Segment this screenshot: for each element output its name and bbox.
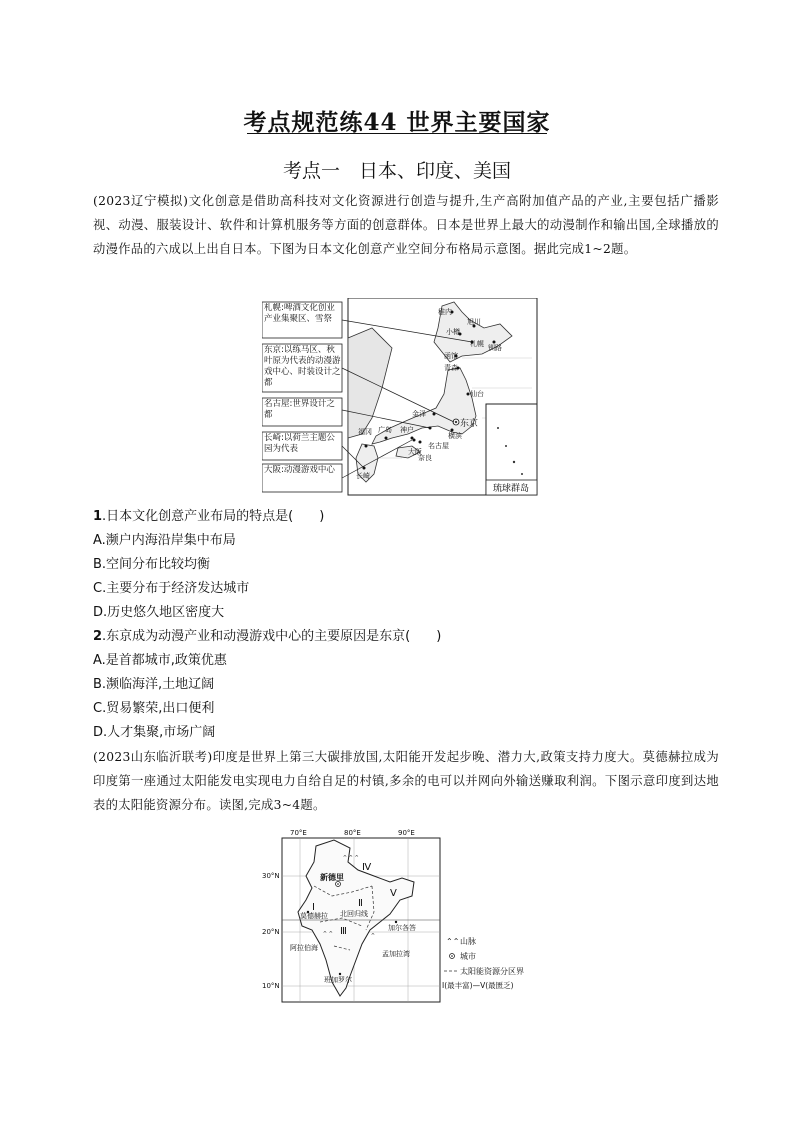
question-1-stem: .日本文化创意产业布局的特点是( ) xyxy=(102,509,325,524)
city-tokyo: 东京 xyxy=(460,419,479,429)
india-solar-resource-map xyxy=(262,826,542,1006)
map-box-sapporo: 札幌:啤酒文化创业产业集聚区、雪祭 xyxy=(264,303,335,324)
city-hakodate: 函馆 xyxy=(444,352,458,360)
place-bangalore: 班加罗尔 xyxy=(324,976,352,984)
place-bay-of-bengal: 孟加拉湾 xyxy=(382,950,410,958)
q1-option-a[interactable]: A.濒户内海沿岸集中布局 xyxy=(93,533,236,548)
lat-label-30: 30°N xyxy=(262,872,280,880)
q1-option-c[interactable]: C.主要分布于经济发达城市 xyxy=(93,581,250,596)
legend-boundary: 太阳能资源分区界 xyxy=(460,967,524,976)
city-nara: 奈良 xyxy=(418,454,432,462)
region-1: Ⅰ xyxy=(312,902,315,913)
page-title: 考点规范练44 世界主要国家 xyxy=(243,109,551,136)
city-asahikawa: 旭川 xyxy=(467,318,481,326)
city-sapporo: 札幌 xyxy=(470,340,484,348)
place-modhera: 莫德赫拉 xyxy=(300,912,328,920)
q2-option-d[interactable]: D.人才集聚,市场广阔 xyxy=(93,725,216,740)
map-box-osaka: 大阪:动漫游戏中心 xyxy=(264,465,335,475)
map-box-nagasaki: 长崎:以荷兰主题公园为代表 xyxy=(264,433,335,454)
map-box-nagoya: 名古屋:世界设计之都 xyxy=(264,399,335,420)
city-kushiro: 钏路 xyxy=(488,344,502,352)
city-hiroshima: 广岛 xyxy=(378,426,392,434)
intro-paragraph-india: (2023山东临沂联考)印度是世界上第三大碳排放国,太阳能开发起步晚、潜力大,政策支持力度大。莫德赫拉成为印度第一座通过太阳能发电实现电力自给自足的村镇,多余的电可以并网向外输送赚取利润。下图示意印度到达地表的太阳能资源分布。读图,完成3~4题。 xyxy=(93,750,719,812)
question-2 xyxy=(93,625,441,649)
japan-cultural-industry-map xyxy=(262,298,538,496)
question-2-stem: .东京成为动漫产业和动漫游戏中心的主要原因是东京( ) xyxy=(102,629,442,644)
svg-text:⌃⌃⌃: ⌃⌃⌃ xyxy=(342,854,360,862)
legend-scale: Ⅰ(最丰富)—Ⅴ(最匮乏) xyxy=(442,981,514,990)
city-aomori: 青森 xyxy=(444,364,458,372)
map-box-tokyo: 东京:以练马区、秋叶原为代表的动漫游戏中心、时装设计之都 xyxy=(264,345,341,388)
section-subtitle: 考点一 日本、印度、美国 xyxy=(282,160,511,182)
q1-option-d[interactable]: D.历史悠久地区密度大 xyxy=(93,605,225,620)
question-1 xyxy=(93,505,324,529)
region-3: Ⅲ xyxy=(340,926,347,937)
region-2: Ⅱ xyxy=(358,898,363,909)
lat-label-20: 20°N xyxy=(262,928,280,936)
legend-city: 城市 xyxy=(460,952,476,961)
region-4: Ⅳ xyxy=(362,862,372,873)
place-arabian-sea: 阿拉伯海 xyxy=(290,944,318,952)
title-underline xyxy=(247,133,547,134)
q2-option-c[interactable]: C.贸易繁荣,出口便利 xyxy=(93,701,215,716)
city-kobe: 神户 xyxy=(400,426,414,434)
city-yokohama: 横滨 xyxy=(448,432,462,440)
lat-label-10: 10°N xyxy=(262,982,280,990)
question-1-number: 1 xyxy=(93,509,103,524)
legend-mountain: 山脉 xyxy=(460,937,476,946)
q1-option-b[interactable]: B.空间分布比较均衡 xyxy=(93,557,211,572)
place-kolkata: 加尔各答 xyxy=(388,924,416,932)
ryukyu-label: 琉球群岛 xyxy=(492,484,530,494)
city-wakkanai: 稚内 xyxy=(438,308,452,316)
svg-text:⌃⌃: ⌃⌃ xyxy=(322,930,334,938)
lon-label-80: 80°E xyxy=(344,829,361,837)
city-kanazawa: 金泽 xyxy=(412,410,426,418)
svg-text:⌃: ⌃ xyxy=(370,932,376,940)
lon-label-90: 90°E xyxy=(398,829,415,837)
q2-option-a[interactable]: A.是首都城市,政策优惠 xyxy=(93,653,227,668)
question-2-number: 2 xyxy=(93,629,103,644)
city-otaru: 小樽 xyxy=(446,328,460,336)
place-tropic: 北回归线 xyxy=(340,910,368,918)
place-new-delhi: 新德里 xyxy=(320,873,344,882)
q2-option-b[interactable]: B.濒临海洋,土地辽阔 xyxy=(93,677,215,692)
city-sendai: 仙台 xyxy=(470,390,484,398)
mountain-icon: ⌃⌃ xyxy=(446,937,460,946)
intro-paragraph-japan: (2023辽宁模拟)文化创意是借助高科技对文化资源进行创造与提升,生产高附加值产品的产业,主要包括广播影视、动漫、服装设计、软件和计算机服务等方面的创意群体。日本是世界上最大的动漫制作和输出国,全球播放的动漫作品的六成以上出自日本。下图为日本文化创意产业空间分布格局示意图。据此完成1~2题。 xyxy=(93,194,719,256)
city-nagoya: 名古屋 xyxy=(428,442,449,450)
region-5: Ⅴ xyxy=(390,888,397,899)
lon-label-70: 70°E xyxy=(290,829,307,837)
city-osaka: 大阪 xyxy=(408,448,422,456)
city-nagasaki: 长崎 xyxy=(356,472,370,480)
city-fukuoka: 福冈 xyxy=(358,428,372,436)
